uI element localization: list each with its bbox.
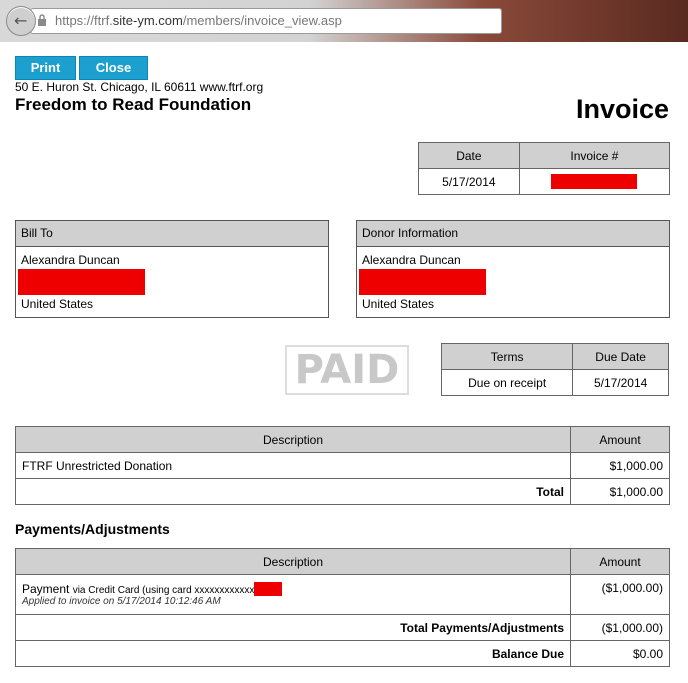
payments-table bbox=[15, 548, 670, 667]
payments-heading: Payments/Adjustments bbox=[15, 521, 170, 537]
balance-due-amount: $0.00 bbox=[571, 641, 670, 667]
redaction-bar bbox=[254, 582, 282, 596]
payment-description-header: Description bbox=[16, 549, 571, 575]
line-item-description: FTRF Unrestricted Donation bbox=[16, 453, 571, 479]
donor-country: United States bbox=[362, 297, 435, 311]
bill-to-header: Bill To bbox=[16, 221, 328, 247]
description-header: Description bbox=[16, 427, 571, 453]
amount-header: Amount bbox=[571, 427, 670, 453]
due-date-header: Due Date bbox=[573, 344, 669, 370]
payment-amount-header: Amount bbox=[571, 549, 670, 575]
back-button[interactable] bbox=[6, 6, 36, 36]
browser-toolbar bbox=[0, 0, 688, 42]
payment-amount: ($1,000.00) bbox=[571, 575, 670, 615]
terms-table bbox=[441, 343, 669, 396]
donor-info-header: Donor Information bbox=[357, 221, 669, 247]
org-name: Freedom to Read Foundation bbox=[15, 95, 252, 114]
terms-header: Terms bbox=[442, 344, 573, 370]
balance-row bbox=[16, 641, 670, 667]
total-payments-label: Total Payments/Adjustments bbox=[16, 615, 571, 641]
line-item-amount: $1,000.00 bbox=[571, 453, 670, 479]
balance-due-label: Balance Due bbox=[16, 641, 571, 667]
close-button[interactable]: Close bbox=[79, 56, 148, 80]
total-label: Total bbox=[16, 479, 571, 505]
bill-to-country: United States bbox=[21, 297, 94, 311]
page-title: Invoice bbox=[575, 94, 669, 124]
terms-value: Due on receipt bbox=[442, 370, 573, 396]
redaction-bar bbox=[551, 174, 637, 189]
total-row bbox=[16, 615, 670, 641]
print-button[interactable]: Print bbox=[15, 56, 76, 80]
bill-to-name: Alexandra Duncan bbox=[21, 253, 120, 267]
invoice-date: 5/17/2014 bbox=[419, 169, 520, 195]
table-row bbox=[16, 453, 670, 479]
date-header: Date bbox=[419, 143, 520, 169]
donor-info-box bbox=[356, 220, 670, 318]
address-bar[interactable] bbox=[30, 8, 502, 34]
total-row bbox=[16, 479, 670, 505]
payment-description bbox=[16, 575, 571, 615]
lock-icon bbox=[37, 14, 47, 26]
donor-name: Alexandra Duncan bbox=[362, 253, 461, 267]
line-items-table bbox=[15, 426, 670, 505]
url-text: https://ftrf.site-ym.com/members/invoice_view.asp bbox=[55, 13, 342, 28]
invoice-info-table bbox=[418, 142, 670, 195]
invoice-number-cell bbox=[519, 169, 669, 195]
redaction-bar bbox=[18, 269, 145, 295]
invoice-number-header: Invoice # bbox=[519, 143, 669, 169]
table-row bbox=[16, 575, 670, 615]
bill-to-box bbox=[15, 220, 329, 318]
total-amount: $1,000.00 bbox=[571, 479, 670, 505]
due-date-value: 5/17/2014 bbox=[573, 370, 669, 396]
back-arrow-icon: ← bbox=[14, 11, 28, 30]
applied-note: Applied to invoice on 5/17/2014 10:12:46 AM bbox=[22, 596, 221, 608]
redaction-bar bbox=[359, 269, 486, 295]
payment-detail: via Credit Card (using card xxxxxxxxxxxx bbox=[72, 584, 255, 596]
paid-stamp: PAID bbox=[285, 345, 409, 395]
org-address: 50 E. Huron St. Chicago, IL 60611 www.ftrf.org bbox=[15, 80, 264, 94]
total-payments-amount: ($1,000.00) bbox=[571, 615, 670, 641]
payment-label: Payment bbox=[22, 581, 70, 596]
